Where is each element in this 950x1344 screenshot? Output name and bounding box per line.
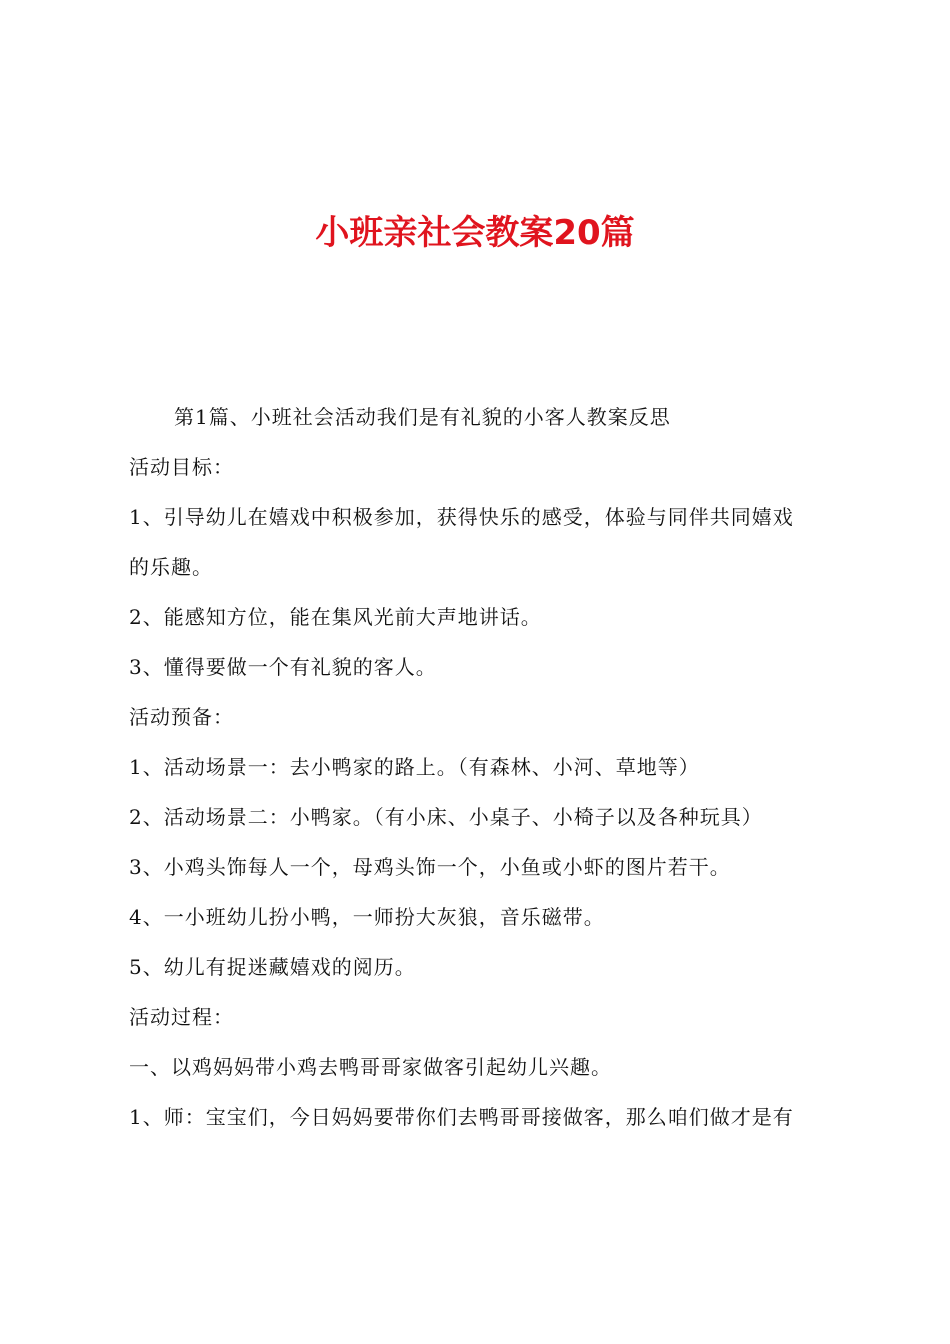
paragraph-line: 活动过程：: [129, 1005, 234, 1029]
document-body: [129, 392, 839, 1142]
paragraph-line: 3、懂得要做一个有礼貌的客人。: [129, 655, 437, 679]
section-heading: 第1篇、小班社会活动我们是有礼貌的小客人教案反思: [174, 405, 671, 429]
paragraph-line: 2、活动场景二：小鸭家。（有小床、小桌子、小椅子以及各种玩具）: [129, 805, 763, 829]
paragraph-line: 的乐趣。: [129, 555, 213, 579]
paragraph-line: 1、活动场景一：去小鸭家的路上。（有森林、小河、草地等）: [129, 755, 700, 779]
paragraph-line: 5、幼儿有捉迷藏嬉戏的阅历。: [129, 955, 416, 979]
paragraph-line: 活动预备：: [129, 705, 234, 729]
paragraph-line: 1、引导幼儿在嬉戏中积极参加，获得快乐的感受，体验与同伴共同嬉戏: [129, 505, 794, 529]
paragraph-line: 一、以鸡妈妈带小鸡去鸭哥哥家做客引起幼儿兴趣。: [129, 1055, 612, 1079]
paragraph-line: 1、师：宝宝们，今日妈妈要带你们去鸭哥哥接做客，那么咱们做才是有: [129, 1105, 794, 1129]
document-title: 小班亲社会教案20篇: [315, 213, 635, 253]
paragraph-line: 2、能感知方位，能在集风光前大声地讲话。: [129, 605, 542, 629]
paragraph-line: 活动目标：: [129, 455, 234, 479]
paragraph-line: 3、小鸡头饰每人一个，母鸡头饰一个，小鱼或小虾的图片若干。: [129, 855, 731, 879]
paragraph-line: 4、一小班幼儿扮小鸭，一师扮大灰狼，音乐磁带。: [129, 905, 605, 929]
